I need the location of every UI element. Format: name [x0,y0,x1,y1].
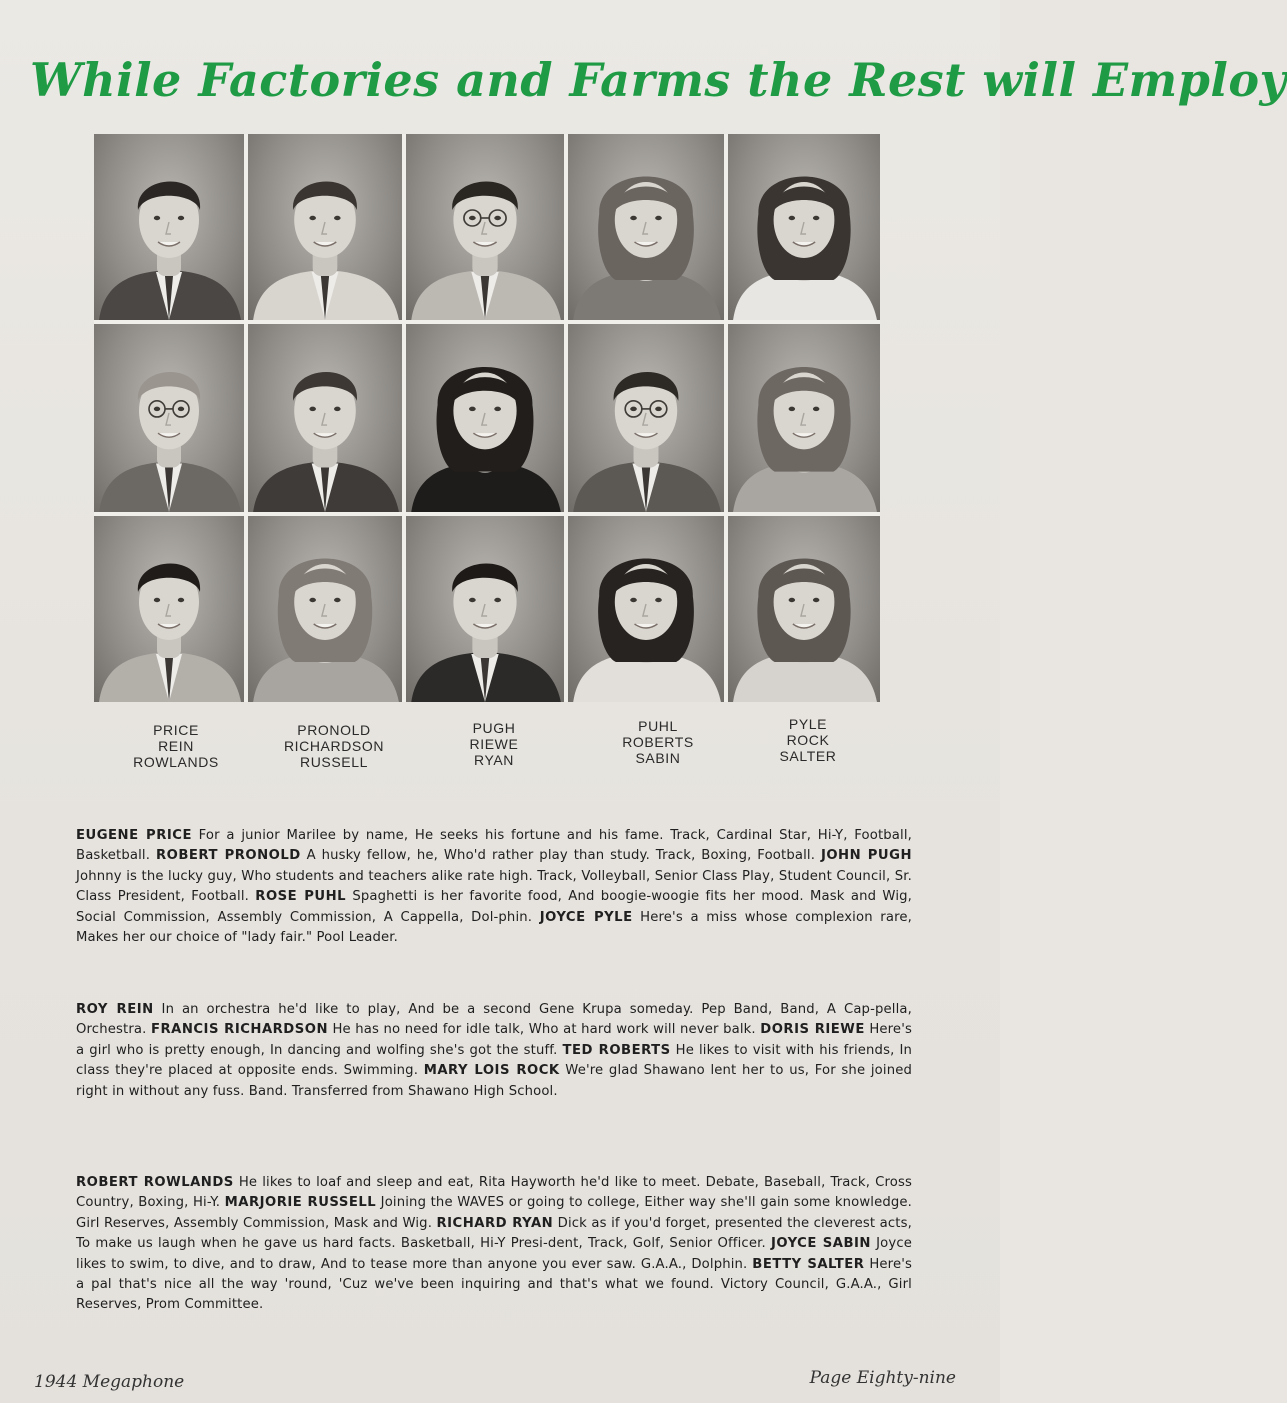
caption-name: PUHL [638,718,678,734]
caption-row [94,718,880,778]
caption-name: REIN [158,738,194,754]
student-bio: Joyce likes to swim, to dive, and to draw, And to tease more than anyone you ever saw. G.A.A., Dolphin. [76,1236,913,1272]
student-name: JOYCE PYLE [539,909,633,925]
student-portrait [728,134,880,320]
student-name: RICHARD RYAN [436,1215,554,1231]
student-name: BETTY SALTER [752,1256,865,1272]
student-bio: Here's a girl who is pretty enough, In dancing and wolfing she's got the stuff. [76,1022,912,1058]
student-bio: Dick as if you'd forget, presented the cleverest acts, To make us laugh when he gave us hard facts. Basketball, Hi-Y Presi-dent, Track, Golf, Senior Officer. [76,1215,912,1252]
caption-column [578,718,738,766]
student-portrait [728,516,880,702]
student-portrait [568,324,724,512]
student-portrait [406,516,564,702]
caption-name: PRICE [153,722,199,738]
student-portrait [728,324,880,512]
student-name: JOHN PUGH [820,848,912,864]
student-name: FRANCIS RICHARDSON [150,1022,328,1038]
student-name: TED ROBERTS [562,1042,671,1058]
caption-name: ROCK [786,732,830,748]
student-bio: Johnny is the lucky guy, Who students and teachers alike rate high. Track, Volleyball, Senior Class Play, Student Council, Sr. Class President, Football. [76,868,912,905]
student-portrait [568,516,724,702]
page-headline: While Factories and Farms the Rest will Employ [30,53,1287,107]
student-name: MARJORIE RUSSELL [224,1195,377,1211]
student-name: JOYCE SABIN [770,1236,871,1252]
caption-column [96,722,256,770]
student-name: ROBERT ROWLANDS [76,1175,234,1190]
student-name: EUGENE PRICE [76,828,192,843]
footer-publication: 1944 Megaphone [34,1372,185,1392]
student-name: MARY LOIS ROCK [423,1063,560,1079]
student-bio: In an orchestra he'd like to play, And be a second Gene Krupa someday. Pep Band, Band, A Cap-pella, Orchestra. [76,1002,912,1038]
student-portrait [248,134,402,320]
bio-paragraph [76,1173,912,1316]
caption-name: PUGH [472,720,516,736]
student-bio: Spaghetti is her favorite food, And boogie-woogie fits her mood. Mask and Wig, Social Commission, Assembly Commission, A Cappella, Dol-phin. [76,889,912,925]
student-bio: He has no need for idle talk, Who at hard work will never balk. [328,1022,761,1038]
caption-name: ROWLANDS [133,754,219,770]
student-portrait [248,324,402,512]
student-name: ROY REIN [76,1002,154,1017]
student-name: DORIS RIEWE [760,1022,865,1038]
caption-name: PYLE [788,716,828,732]
student-portrait [94,134,244,320]
student-bio: We're glad Shawano lent her to us, For she joined right in without any fuss. Band. Transferred from Shawano High School. [76,1063,912,1099]
caption-name: RIEWE [469,736,519,752]
footer-page-number: Page Eighty-nine [809,1368,956,1388]
student-bio: He likes to visit with his friends, In class they're placed at opposite ends. Swimming. [76,1042,912,1079]
student-bio: Here's a pal that's nice all the way 'round, 'Cuz we've been inquiring and that's what we found. Victory Council, G.A.A., Girl Reserves, Prom Committee. [76,1256,913,1313]
caption-column [414,720,574,768]
portrait-grid [94,134,880,702]
student-name: ROBERT PRONOLD [155,848,301,864]
student-bio: Here's a miss whose complexion rare, Makes her our choice of "lady fair." Pool Leader. [76,909,912,946]
student-portrait [94,516,244,702]
student-portrait [568,134,724,320]
student-portrait [94,324,244,512]
bio-paragraph [76,1000,912,1102]
student-bio: He likes to loaf and sleep and eat, Rita Hayworth he'd like to meet. Debate, Baseball, Track, Cross Country, Boxing, Hi-Y. [76,1175,912,1211]
bio-paragraph [76,826,912,948]
caption-name: PRONOLD [297,722,371,738]
student-bio: For a junior Marilee by name, He seeks his fortune and his fame. Track, Cardinal Star, Hi-Y, Football, Basketball. [76,828,912,864]
caption-column [728,716,888,764]
student-portrait [406,134,564,320]
student-name: ROSE PUHL [255,889,347,905]
caption-name: SABIN [635,750,681,766]
student-bio: Joining the WAVES or going to college, Either way she'll gain some knowledge. Girl Reserves, Assembly Commission, Mask and Wig. [76,1195,913,1231]
caption-name: RICHARDSON [283,738,385,754]
student-portrait [406,324,564,512]
caption-name: ROBERTS [622,734,694,750]
caption-name: RYAN [473,752,514,768]
caption-name: SALTER [779,748,837,764]
caption-column [254,722,414,770]
caption-name: RUSSELL [299,754,368,770]
student-portrait [248,516,402,702]
student-bio: A husky fellow, he, Who'd rather play than study. Track, Boxing, Football. [300,848,821,864]
